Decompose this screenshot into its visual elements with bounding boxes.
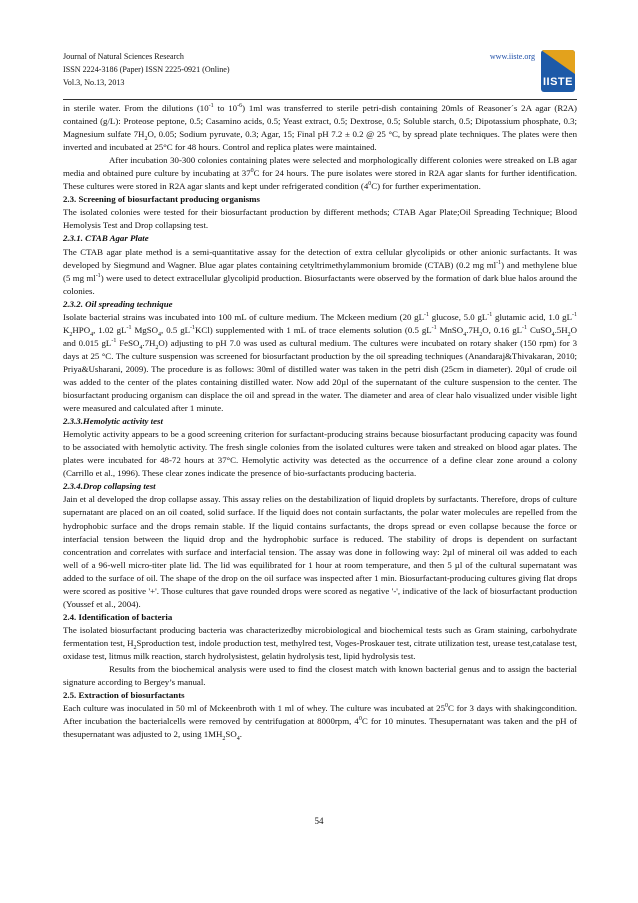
body-paragraph: The CTAB agar plate method is a semi-quantitative assay for the detection of extra cellular glycolipids or other anionic surfactants. It was developed by Siegmund and Wagner. Blue agar plates containing cetyltrimethylammonium bromide (CTAB) (0.2 mg $ml^{-1}$) and methylene blue (5 mg $ml^{-1}$) were used to detect extracellular glycolipid production. Biosurfactants were observed by the formation of dark blue halos around the colonies. bbox=[63, 246, 577, 296]
body-paragraph: Results from the biochemical analysis were used to find the closest match with known bacterial genus and to assign the bacterial signature according to Bergey’s manual. bbox=[63, 664, 577, 688]
section-heading: 2.3.3.Hemolytic activity test bbox=[63, 416, 163, 427]
section-heading: 2.3. Screening of biosurfactant producing organisms bbox=[63, 194, 260, 205]
logo-triangle-shape bbox=[541, 50, 575, 74]
section-heading: 2.3.1. CTAB Agar Plate bbox=[63, 233, 149, 244]
body-paragraph: After incubation 30-300 colonies containing plates were selected and morphologically different colonies were streaked on LB agar media and obtained pure culture by incubating at $37^0C$ for 24 hours. The pure isolates were stored in R2A agar slants for further identification. These cultures were stored in R2A agar slants and kept under refrigerated condition $(4^0C)$ for further experimentation. bbox=[63, 155, 578, 192]
body-paragraph: The isolated colonies were tested for their biosurfactant production by different methods; CTAB Agar Plate;Oil Spreading Technique; Blood Hemolysis Test and Drop collapsing test. bbox=[63, 207, 577, 231]
journal-header bbox=[63, 50, 577, 98]
body-paragraph: Isolate bacterial strains was incubated into 100 mL of culture medium. The Mckeen medium (20 $gL^{-1}$ glucose, 5.0 $gL^{-1}$ glutamic acid, 1.0 $gL^{-1}$ $K_2HPO_4$, 1.02 $gL^{-1}$ MgSO$_4$, 0.5 $gL^{-1}KCl$) supplemented with 1 mL of trace elements solution (0.5 $gL^{-1}$ $MnSO_4.7H_2O$, 0.16 $gL^{-1}$ $CuSO_4.5H_2O$ and 0.015 $gL^{-1}$ $FeSO_4.7H_2O$) adjusting to pH 7.0 was used as cultural medium. The cultures were incubated on rotary shaker (150 rpm) for 3 days at 25 °C. The culture suspension was screened for biosurfactant production by the oil spreading techniques (Anandaraj&Thivakaran, 2010; Priya&Usharani, 2009). The procedure is as follows: 30ml of distilled water was taken in the petri dish (25cm in diameter). 20µl of crude oil was added to the center of the plates containing distilled water. Now add 20µl of the supernatant of the culture suspension to the center. The biosurfactant producing organism can displace the oil and spread in the water. The diameter and area of clear halo visualized under visible light were measured and calculated after 1 minute. bbox=[63, 311, 578, 414]
journal-website-link[interactable]: www.iiste.org bbox=[489, 52, 535, 61]
body-paragraph: The isolated biosurfactant producing bacteria was characterizedby microbiological and biochemical tests such as Gram staining, carbohydrate fermentation test, $H_2Sproduction$ test, indole production test, methylred test, Voges-Proskauer test, citrate utilization test, urease test,catalase test, oxidase test, litmus milk reaction, starch hydrolysistest, gelatin hydrolysis test, lipid hydrolysis test. bbox=[63, 624, 577, 661]
section-heading: 2.3.4.Drop collapsing test bbox=[63, 481, 156, 492]
iiste-logo bbox=[541, 50, 575, 92]
journal-volume: Vol.3, No.13, 2013 bbox=[63, 78, 125, 87]
body-paragraph: Each culture was inoculated in 50 ml of Mckeenbroth with 1 ml of whey. The culture was incubated at $25^0C$ for 3 days with shakingcondition. After incubation the bacterialcells were removed by centrifugation at 8000rpm, $4^0C$ for 10 minutes. Thesupernatant was taken and the pH of thesupernatant was adjusted to 2, using $1MH_2SO_4$. bbox=[63, 703, 577, 743]
journal-issn: ISSN 2224-3186 (Paper) ISSN 2225-0921 (Online) bbox=[63, 65, 230, 74]
body-paragraph: Jain et al developed the drop collapse assay. This assay relies on the destabilization of liquid droplets by surfactants. Therefore, drops of culture supernatant are placed on an oil coated, solid surface. If the liquid does not contain surfactants, the polar water molecules are repelled from the hydrophobic surface and the drops remain stable. If the liquid contains surfactants, the drops spread or even collapse because the force or interfacial tension between the liquid drop and the hydrophobic surface is reduced. The stability of drops is dependent on surfactant concentration and correlates with surface and interfacial tension. The assay was done in following way: 2µl of mineral oil was added to each well of a 96-well micro-titer plate lid. The lid was equilibrated for 1 hour at room temperature, and then 5 µl of the cultural supernatant was added to the surface of oil. The shape of the drop on the oil surface was inspected after 1 min. Biosurfactant-producing cultures giving flat drops were scored as positive '+'. Those cultures that gave rounded drops were scored as negative '-', indicative of the lack of biosurfactant production (Youssef et al., 2004). bbox=[63, 494, 577, 609]
section-heading: 2.5. Extraction of biosurfactants bbox=[63, 690, 185, 701]
logo-text: IISTE bbox=[542, 76, 573, 88]
page-number: 54 bbox=[314, 816, 324, 826]
header-rule bbox=[63, 99, 577, 100]
journal-title: Journal of Natural Sciences Research bbox=[63, 52, 184, 61]
section-heading: 2.4. Identification of bacteria bbox=[63, 611, 173, 622]
section-heading: 2.3.2. Oil spreading technique bbox=[63, 298, 173, 309]
body-paragraph: in sterile water. From the dilutions ($10^{-1}$ to $10^{-6}$) 1ml was transferred to sterile petri-dish containing 20mls of Reasoner´s 2A agar (R2A) contained (g/L): Proteose peptone, 0.5; Casamino acids, 0.5; Yeast extract, 0.5; Dextrose, 0.5; Soluble starch, 0.5; Dipotassium phosphate, 0.3; Magnesium sulfate $7H_2O$, 0.05; Sodium pyruvate, 0.3; Agar, 15; Final pH 7.2 ± 0.2 @ 25 °C, by spread plate techniques. The plates were then inverted and incubated at 25°C for 48 hours. Control and replica plates were maintained. bbox=[63, 103, 578, 153]
body-paragraph: Hemolytic activity appears to be a good screening criterion for surfactant-producing strains because biosurfactant producing capacity was found to be associated with hemolytic activity. The fresh single colonies from the isolated cultures were taken and streaked on blood agar plates. The plates were incubated for 48-72 hours at 37°C. Hemolytic activity was detected as the occurrence of a define clear zone around a colony (Carrillo et al., 1996). These clear zones indicate the presence of bio-surfactants producing bacteria. bbox=[63, 429, 577, 479]
article-body bbox=[63, 102, 577, 741]
